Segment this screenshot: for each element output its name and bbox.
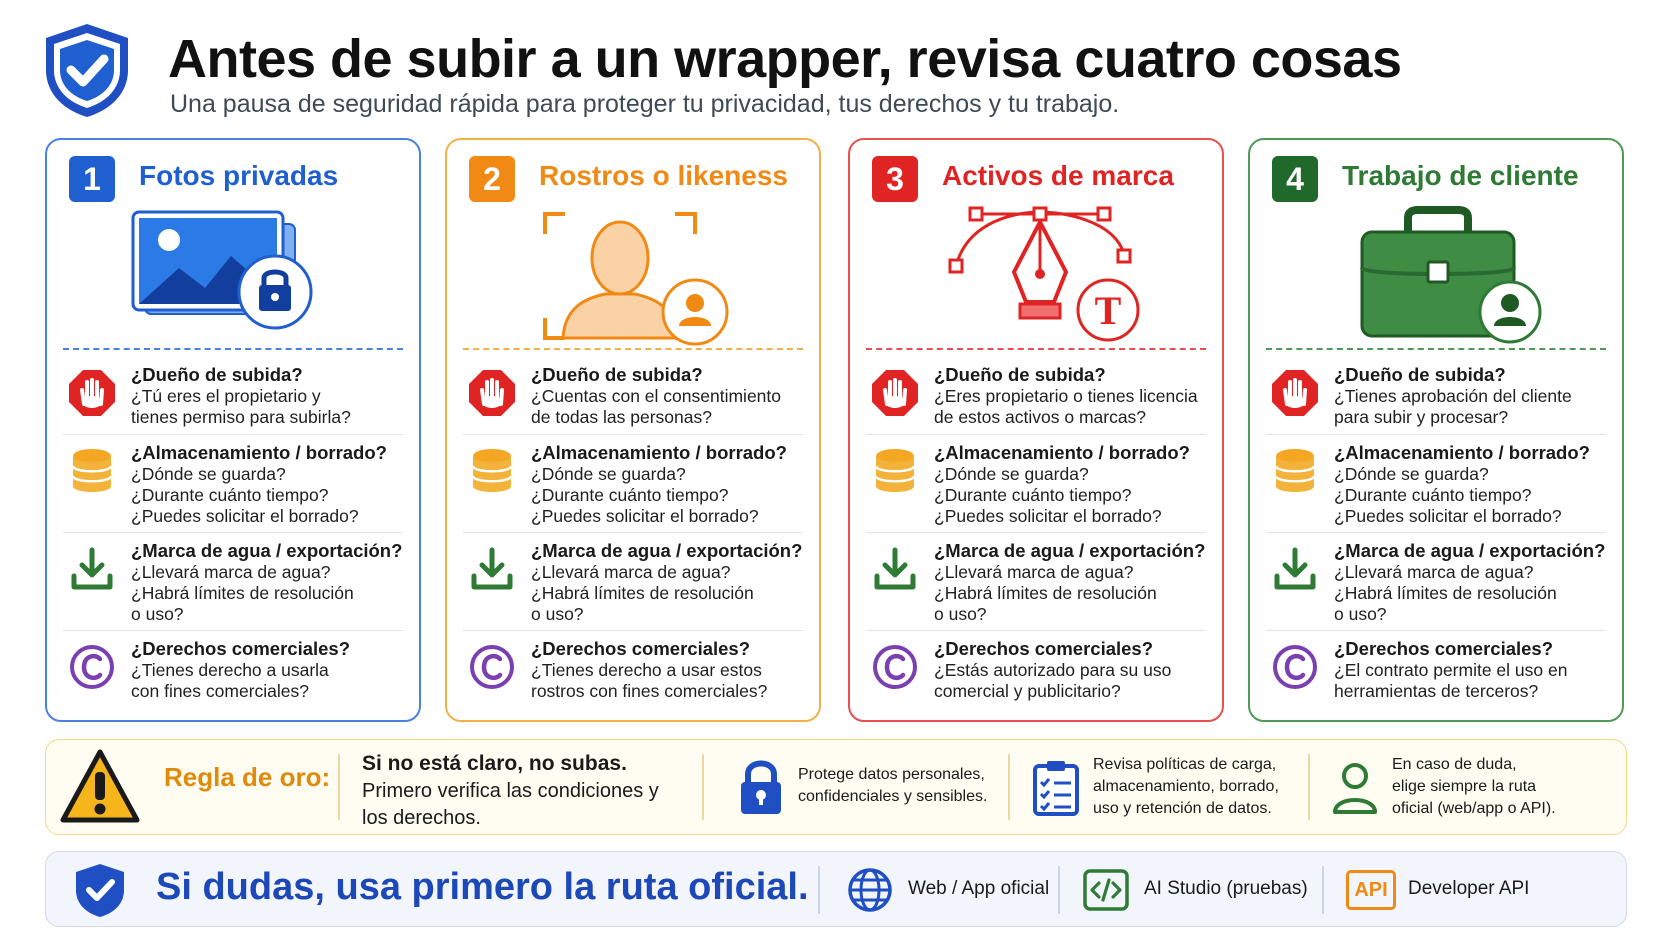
- card-activos-marca: [848, 138, 1224, 722]
- item-separator: [63, 532, 403, 533]
- shield-check-icon: [40, 20, 135, 120]
- check-item-watermark: [463, 540, 803, 626]
- briefcase-icon: [1328, 200, 1558, 350]
- item-desc: ¿Tú eres el propietario y: [131, 386, 321, 406]
- card-number: 4: [1272, 156, 1318, 202]
- check-item-watermark: [63, 540, 403, 626]
- warning-icon: [60, 748, 140, 826]
- item-desc: para subir y procesar?: [1334, 407, 1509, 427]
- item-desc: ¿Llevará marca de agua?: [531, 562, 731, 582]
- api-icon: API: [1346, 870, 1396, 910]
- item-question: ¿Dueño de subida?: [531, 364, 703, 385]
- item-desc: ¿Tienes aprobación del cliente: [1334, 386, 1572, 406]
- card-number: 1: [69, 156, 115, 202]
- item-desc: con fines comerciales?: [131, 681, 309, 701]
- divider: [818, 866, 820, 914]
- item-question: ¿Almacenamiento / borrado?: [934, 442, 1190, 463]
- card-title: Rostros o likeness: [539, 160, 788, 191]
- divider: [1058, 866, 1060, 914]
- tip-review-policies: [1031, 740, 1311, 836]
- item-desc: ¿Cuentas con el consentimiento: [531, 386, 781, 406]
- check-item-rights: [866, 638, 1206, 702]
- item-question: ¿Almacenamiento / borrado?: [531, 442, 787, 463]
- tip-line: oficial (web/app o API).: [1392, 800, 1556, 817]
- download-icon: [1270, 544, 1320, 594]
- option-label: AI Studio (pruebas): [1144, 878, 1308, 899]
- copyright-icon: [870, 642, 920, 692]
- item-desc: o uso?: [934, 604, 987, 624]
- item-desc: de todas las personas?: [531, 407, 712, 427]
- stop-hand-icon: [467, 368, 517, 418]
- copyright-icon: [67, 642, 117, 692]
- item-desc: ¿Habrá límites de resolución: [131, 583, 354, 603]
- item-separator: [463, 630, 803, 631]
- check-item-rights: [63, 638, 403, 702]
- download-icon: [870, 544, 920, 594]
- tip-line: elige siempre la ruta: [1392, 778, 1537, 795]
- download-icon: [67, 544, 117, 594]
- card-title: Trabajo de cliente: [1342, 160, 1579, 191]
- item-desc: ¿Durante cuánto tiempo?: [531, 485, 729, 505]
- item-desc: ¿Llevará marca de agua?: [1334, 562, 1534, 582]
- golden-rule-label: Regla de oro:: [164, 762, 331, 792]
- card-trabajo-cliente: [1248, 138, 1624, 722]
- divider: [702, 754, 704, 820]
- item-separator: [463, 434, 803, 435]
- official-route-panel: [45, 851, 1627, 927]
- page-subtitle: Una pausa de seguridad rápida para proteger tu privacidad, tus derechos y tu trabajo.: [170, 90, 1120, 118]
- database-icon: [870, 446, 920, 496]
- item-separator: [463, 532, 803, 533]
- check-item-owner: [63, 364, 403, 428]
- tip-line: Revisa políticas de carga,: [1093, 756, 1277, 773]
- item-question: ¿Marca de agua / exportación?: [131, 540, 403, 561]
- official-route-title: Si dudas, usa primero la ruta oficial.: [156, 866, 809, 908]
- check-item-storage: [463, 442, 803, 528]
- tip-line: uso y retención de datos.: [1093, 800, 1272, 817]
- tip-protect-data: [736, 740, 996, 836]
- item-desc: tienes permiso para subirla?: [131, 407, 351, 427]
- item-desc: ¿Tienes derecho a usarla: [131, 660, 329, 680]
- card-rostros-likeness: [445, 138, 821, 722]
- code-icon: [1082, 866, 1130, 914]
- card-number: 2: [469, 156, 515, 202]
- golden-rule-desc: Primero verifica las condiciones y los derechos.: [362, 780, 659, 829]
- item-question: ¿Derechos comerciales?: [131, 638, 351, 659]
- card-title: Activos de marca: [942, 160, 1174, 191]
- item-desc: o uso?: [1334, 604, 1387, 624]
- item-desc: ¿Puedes solicitar el borrado?: [531, 506, 759, 526]
- divider: [1308, 754, 1310, 820]
- padlock-icon: [736, 758, 786, 816]
- section-divider: [463, 348, 803, 350]
- divider: [1008, 754, 1010, 820]
- section-divider: [1266, 348, 1606, 350]
- golden-rule-panel: [45, 739, 1627, 835]
- item-desc: ¿Puedes solicitar el borrado?: [1334, 506, 1562, 526]
- item-question: ¿Marca de agua / exportación?: [1334, 540, 1606, 561]
- divider: [1322, 866, 1324, 914]
- item-desc: ¿Durante cuánto tiempo?: [1334, 485, 1532, 505]
- page-title: Antes de subir a un wrapper, revisa cuatro cosas: [168, 29, 1402, 89]
- item-desc: ¿Habrá límites de resolución: [531, 583, 754, 603]
- tip-line: confidenciales y sensibles.: [798, 788, 988, 805]
- item-question: ¿Derechos comerciales?: [1334, 638, 1554, 659]
- item-question: ¿Dueño de subida?: [1334, 364, 1506, 385]
- item-desc: herramientas de terceros?: [1334, 681, 1539, 701]
- database-icon: [467, 446, 517, 496]
- check-item-owner: [1266, 364, 1606, 428]
- option-label: Web / App oficial: [908, 878, 1050, 899]
- image-lock-icon: [125, 200, 355, 350]
- item-desc: ¿Tienes derecho a usar estos: [531, 660, 762, 680]
- item-separator: [1266, 532, 1606, 533]
- globe-icon: [846, 866, 894, 914]
- download-icon: [467, 544, 517, 594]
- item-desc: ¿Dónde se guarda?: [934, 464, 1089, 484]
- item-desc: ¿Habrá límites de resolución: [934, 583, 1157, 603]
- svg-text:T: T: [1094, 288, 1122, 333]
- stop-hand-icon: [870, 368, 920, 418]
- item-question: ¿Dueño de subida?: [131, 364, 303, 385]
- tip-line: Protege datos personales,: [798, 766, 985, 783]
- option-ai-studio[interactable]: [1082, 852, 1322, 928]
- check-item-storage: [63, 442, 403, 528]
- item-question: ¿Almacenamiento / borrado?: [1334, 442, 1590, 463]
- item-desc: ¿Dónde se guarda?: [1334, 464, 1489, 484]
- item-desc: ¿Habrá límites de resolución: [1334, 583, 1557, 603]
- item-desc: ¿Llevará marca de agua?: [131, 562, 331, 582]
- item-desc: comercial y publicitario?: [934, 681, 1121, 701]
- database-icon: [1270, 446, 1320, 496]
- item-question: ¿Derechos comerciales?: [531, 638, 751, 659]
- item-question: ¿Dueño de subida?: [934, 364, 1106, 385]
- card-title: Fotos privadas: [139, 160, 339, 191]
- section-divider: [63, 348, 403, 350]
- item-separator: [866, 532, 1206, 533]
- check-item-watermark: [1266, 540, 1606, 626]
- item-desc: ¿Llevará marca de agua?: [934, 562, 1134, 582]
- item-separator: [866, 630, 1206, 631]
- check-item-rights: [463, 638, 803, 702]
- item-desc: ¿Puedes solicitar el borrado?: [934, 506, 1162, 526]
- item-desc: o uso?: [131, 604, 184, 624]
- item-desc: de estos activos o marcas?: [934, 407, 1147, 427]
- pen-tool-icon: [928, 200, 1158, 350]
- item-separator: [1266, 434, 1606, 435]
- item-separator: [1266, 630, 1606, 631]
- item-separator: [63, 434, 403, 435]
- check-item-owner: [866, 364, 1206, 428]
- item-question: ¿Marca de agua / exportación?: [934, 540, 1206, 561]
- item-desc: ¿Durante cuánto tiempo?: [131, 485, 329, 505]
- item-desc: o uso?: [531, 604, 584, 624]
- card-fotos-privadas: [45, 138, 421, 722]
- item-desc: ¿Puedes solicitar el borrado?: [131, 506, 359, 526]
- item-question: ¿Derechos comerciales?: [934, 638, 1154, 659]
- face-scan-icon: [525, 200, 755, 350]
- item-question: ¿Marca de agua / exportación?: [531, 540, 803, 561]
- check-item-owner: [463, 364, 803, 428]
- option-label: Developer API: [1408, 878, 1530, 899]
- check-item-storage: [1266, 442, 1606, 528]
- item-desc: ¿Estás autorizado para su uso: [934, 660, 1172, 680]
- tip-line: En caso de duda,: [1392, 756, 1517, 773]
- item-desc: ¿Durante cuánto tiempo?: [934, 485, 1132, 505]
- copyright-icon: [1270, 642, 1320, 692]
- card-number: 3: [872, 156, 918, 202]
- user-icon: [1330, 758, 1380, 816]
- item-separator: [866, 434, 1206, 435]
- item-desc: ¿Eres propietario o tienes licencia: [934, 386, 1198, 406]
- stop-hand-icon: [1270, 368, 1320, 418]
- header: [40, 20, 1640, 120]
- divider: [338, 754, 340, 820]
- option-web-app[interactable]: [846, 852, 1056, 928]
- item-desc: ¿El contrato permite el uso en: [1334, 660, 1568, 680]
- database-icon: [67, 446, 117, 496]
- check-item-watermark: [866, 540, 1206, 626]
- item-desc: ¿Dónde se guarda?: [131, 464, 286, 484]
- item-separator: [63, 630, 403, 631]
- tip-official-route: [1330, 740, 1620, 836]
- item-question: ¿Almacenamiento / borrado?: [131, 442, 387, 463]
- section-divider: [866, 348, 1206, 350]
- copyright-icon: [467, 642, 517, 692]
- check-item-storage: [866, 442, 1206, 528]
- golden-rule-title: Si no está claro, no subas.: [362, 752, 627, 775]
- item-desc: rostros con fines comerciales?: [531, 681, 768, 701]
- clipboard-check-icon: [1031, 758, 1081, 816]
- item-desc: ¿Dónde se guarda?: [531, 464, 686, 484]
- tip-line: almacenamiento, borrado,: [1093, 778, 1279, 795]
- check-item-rights: [1266, 638, 1606, 702]
- option-developer-api[interactable]: [1346, 852, 1586, 928]
- shield-check-icon: [74, 862, 126, 918]
- stop-hand-icon: [67, 368, 117, 418]
